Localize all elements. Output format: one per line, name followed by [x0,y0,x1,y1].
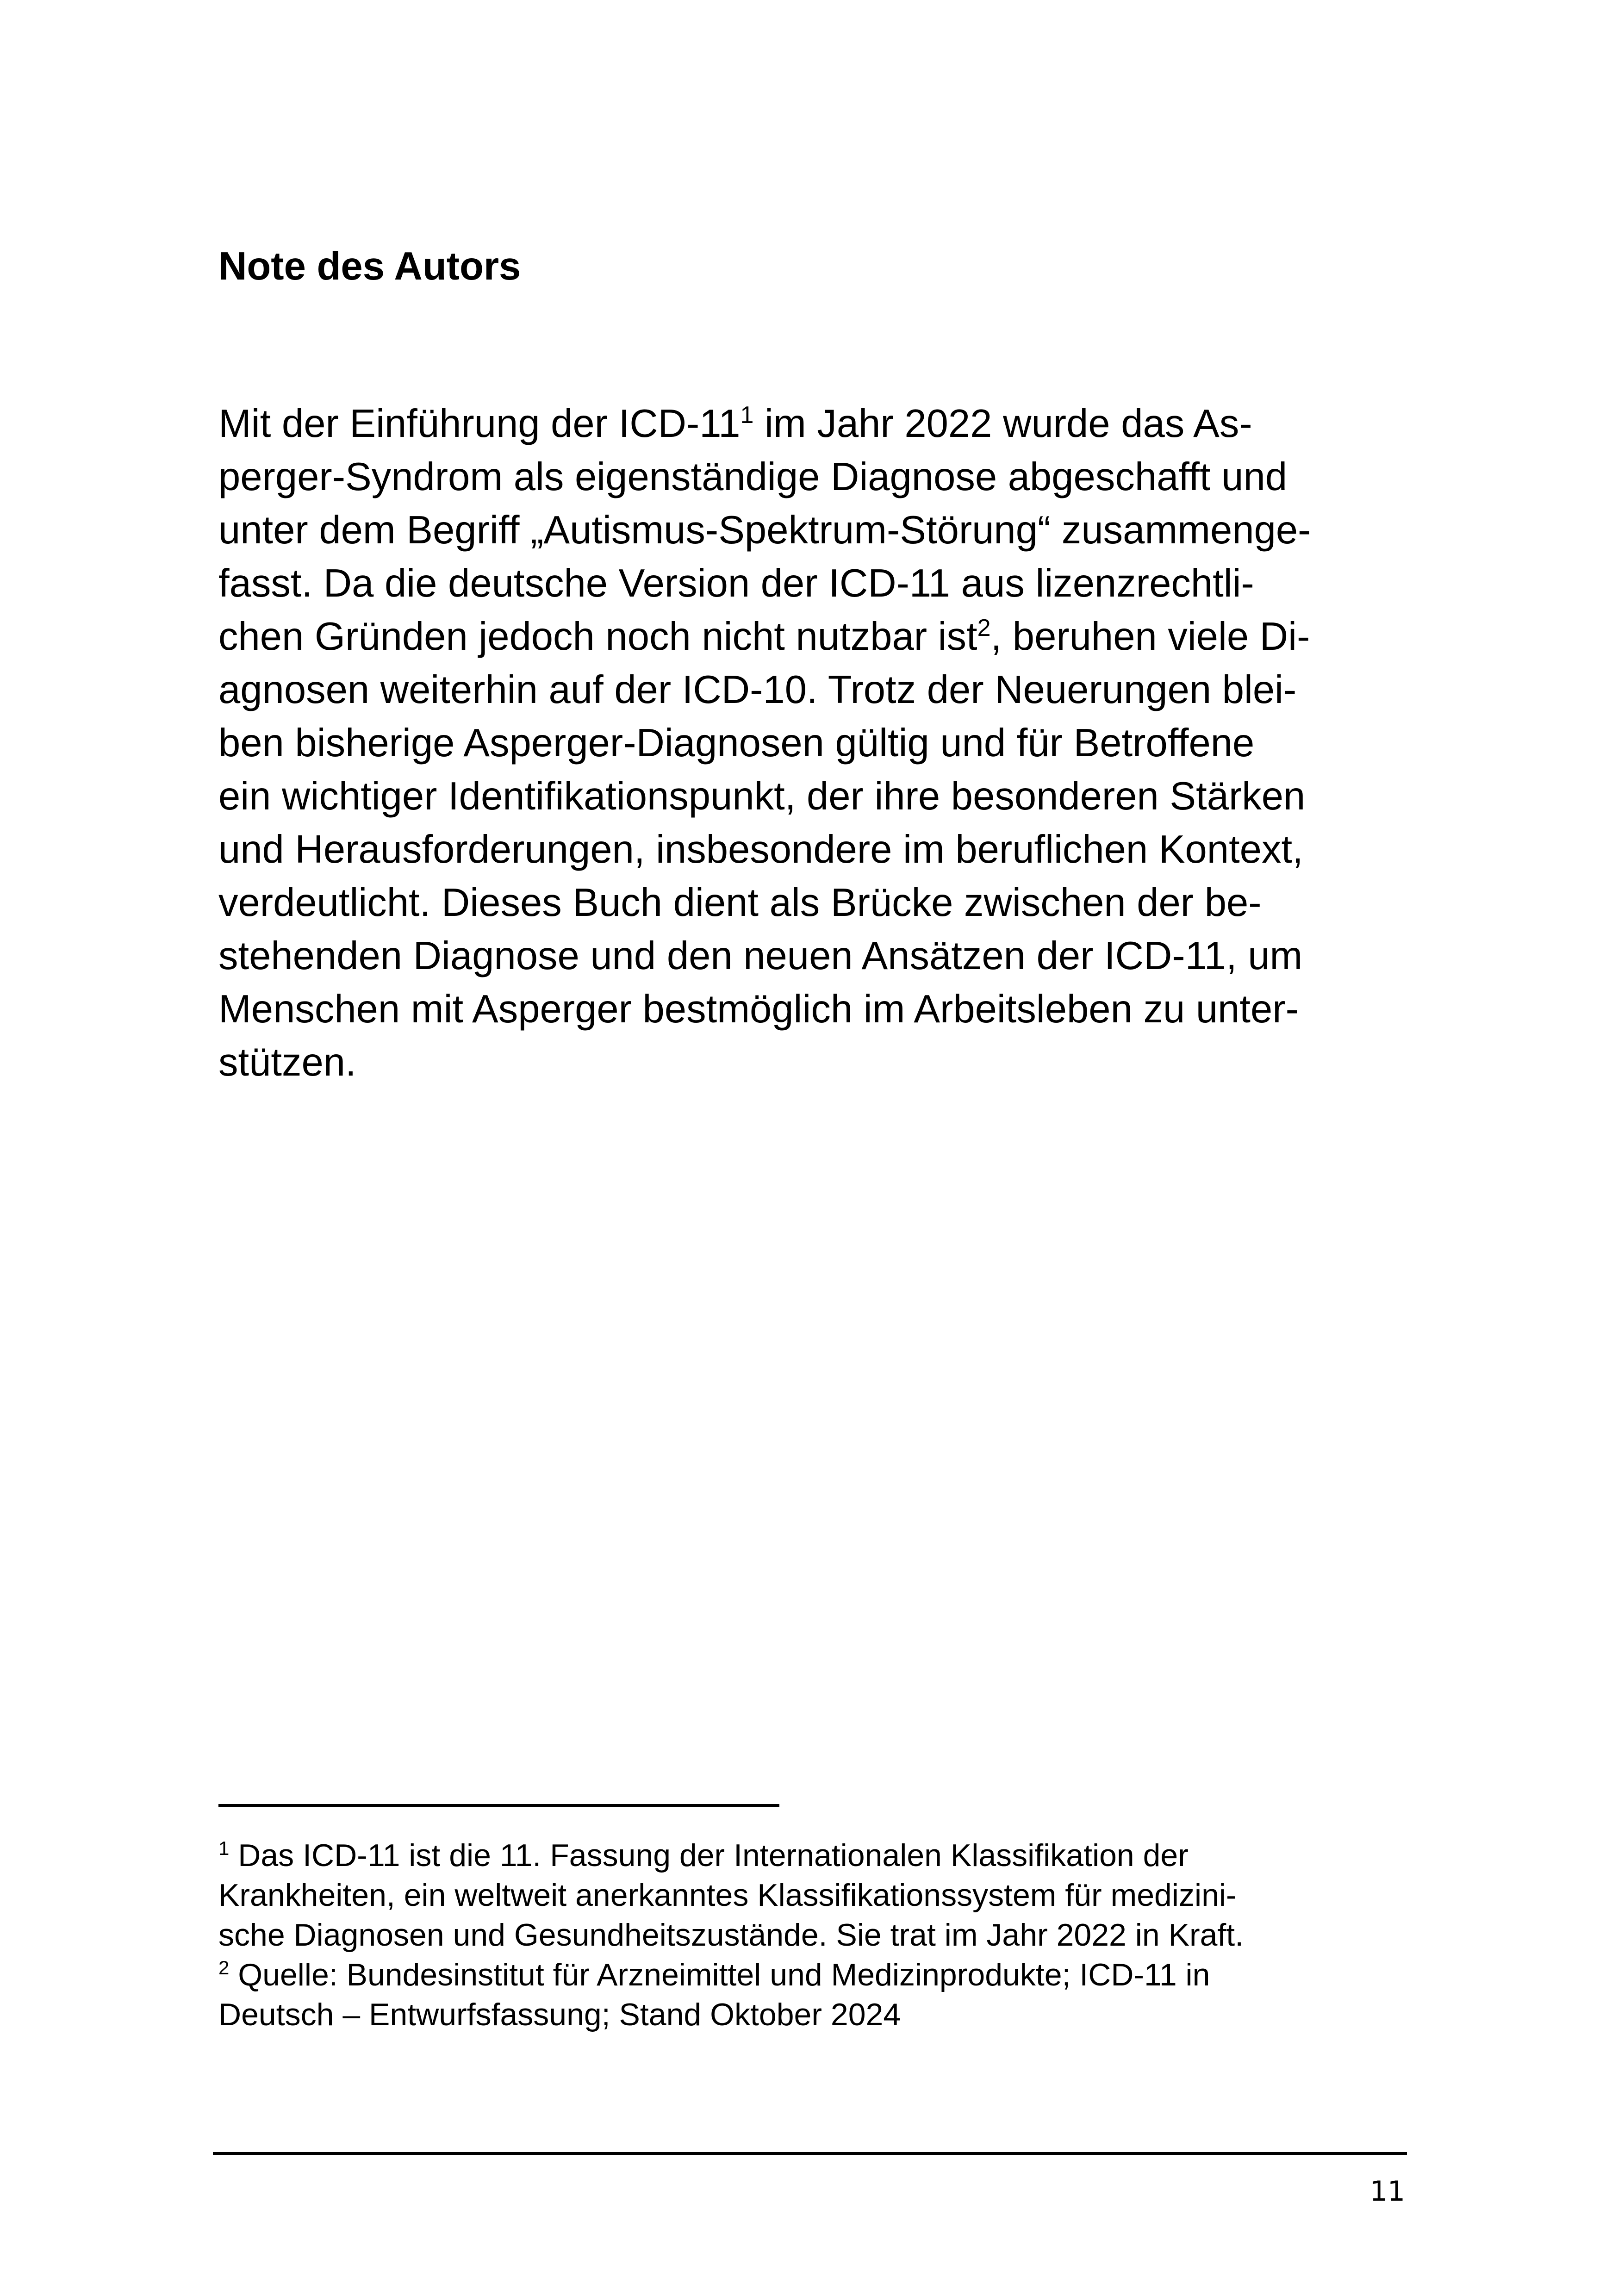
body-line: fasst. Da die deutsche Version der ICD-11 aus lizenzrechtli- [218,561,1254,605]
body-line: verdeutlicht. Dieses Buch dient als Brücke zwischen der be- [218,881,1262,925]
footnote-2: $^2$ Quelle: Bundesinstitut für Arzneimittel und Medizinprodukte; ICD-11 in [218,1957,1210,1992]
body-paragraph [218,397,1431,1089]
body-line: perger-Syndrom als eigenständige Diagnose abgeschafft und [218,455,1288,499]
footnote-ref-2: 2 [977,615,991,641]
body-line: ein wichtiger Identifikationspunkt, der ihre besonderen Stärken [218,774,1306,818]
body-line: und Herausforderungen, insbesondere im beruflichen Kontext, [218,828,1303,871]
footnote-number-1: 1 [218,1837,230,1859]
section-heading: Note des Autors [218,244,521,288]
footnote-2-line: Deutsch – Entwurfsfassung; Stand Oktober 2024 [218,1997,901,2032]
body-line: stützen. [218,1040,356,1084]
footnote-1: $^1$ Das ICD-11 ist die 11. Fassung der Internationalen Klassifikation der [218,1837,1189,1873]
page-footer-rule [213,2152,1407,2155]
body-line: unter dem Begriff „Autismus-Spektrum-Störung“ zusammenge- [218,508,1311,552]
body-line: Menschen mit Asperger bestmöglich im Arbeitsleben zu unter- [218,987,1299,1031]
body-line: ben bisherige Asperger-Diagnosen gültig und für Betroffene [218,721,1255,765]
footnote-number-2: 2 [218,1957,230,1979]
footnote-separator [218,1804,779,1807]
footnote-1-line: sche Diagnosen und Gesundheitszustände. Sie trat im Jahr 2022 in Kraft. [218,1917,1244,1953]
footnote-1-line: Krankheiten, ein weltweit anerkanntes Klassifikationssystem für medizini- [218,1878,1237,1913]
body-line: agnosen weiterhin auf der ICD-10. Trotz der Neuerungen blei- [218,668,1297,712]
body-line: stehenden Diagnose und den neuen Ansätzen der ICD-11, um [218,934,1303,978]
body-line: chen Gründen jedoch noch nicht nutzbar ist$^2$, beruhen viele Di- [218,615,1310,659]
page-number: 11 [1369,2175,1405,2208]
body-line: Mit der Einführung der ICD-$11^1$ im Jahr 2022 wurde das As- [218,402,1252,446]
footnotes [218,1836,1431,2035]
footnote-ref-1: 1 [740,402,754,429]
